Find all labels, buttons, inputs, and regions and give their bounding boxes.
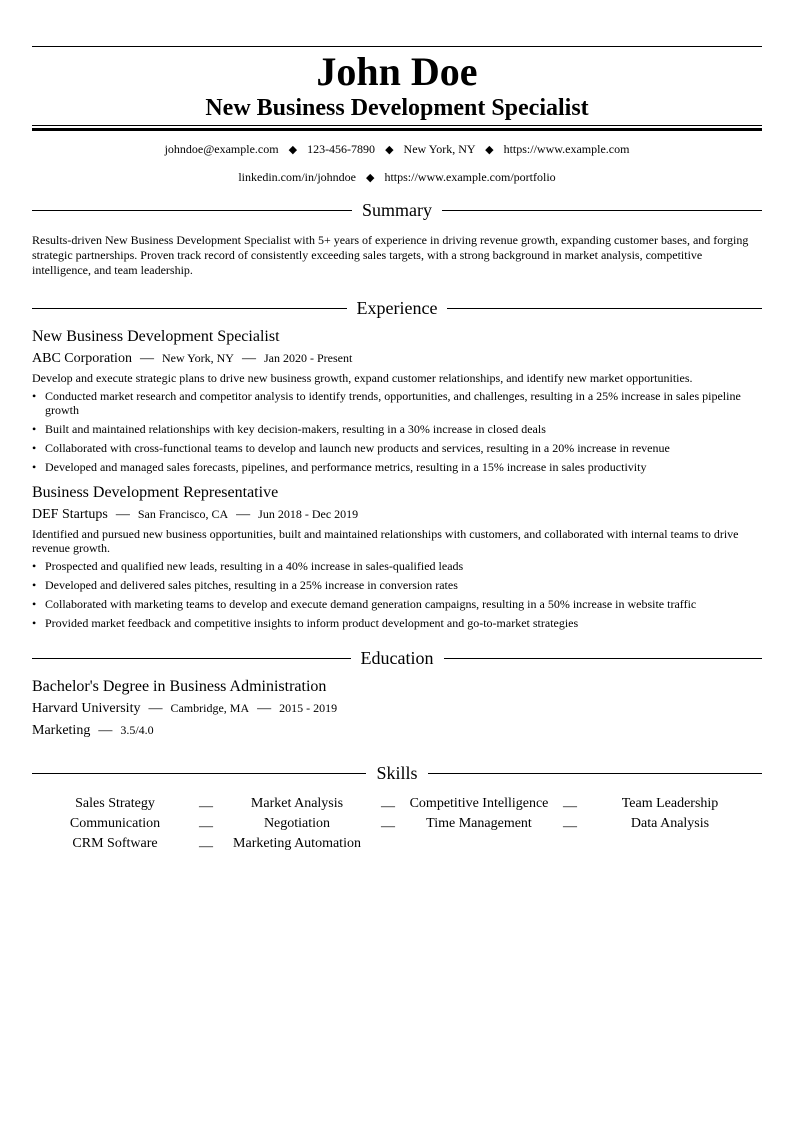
list-item: • Prospected and qualified new leads, resulting in a 40% increase in sales-qualified leads (32, 559, 464, 573)
skill-separator: — (563, 799, 577, 814)
education-minor: Marketing — 3.5/4.0 (32, 723, 154, 738)
job-bullets (32, 389, 762, 474)
gpa: 3.5/4.0 (120, 723, 154, 737)
company: DEF Startups (32, 507, 108, 522)
list-item: • Developed and managed sales forecasts, pipelines, and performance metrics, resulting in a 15% increase in sales productivity (32, 460, 647, 474)
resume-page (32, 46, 762, 854)
header-rule-thick (32, 128, 762, 131)
list-item: • Built and maintained relationships with key decision-makers, resulting in a 30% increase in closed deals (32, 422, 546, 436)
website-link[interactable]: https://www.example.com (503, 142, 630, 156)
diamond-separator-icon: ◆ (365, 172, 375, 184)
contact-info (32, 142, 762, 184)
skill-item: Negotiation (263, 816, 331, 831)
skill-item: Competitive Intelligence (409, 796, 549, 811)
skill-item: Sales Strategy (75, 796, 155, 811)
skill-item: Data Analysis (630, 816, 710, 831)
list-item: • Collaborated with marketing teams to develop and execute demand generation campaigns, resulting in a 50% increase in website traffic (32, 597, 697, 611)
list-item: • Provided market feedback and competitive insights to inform product development and go-to-market strategies (32, 616, 579, 630)
skill-separator: — (381, 799, 395, 814)
education-meta: Harvard University — Cambridge, MA — 2015 - 2019 (32, 701, 338, 716)
job-title: Business Development Representative (32, 484, 279, 501)
job-title: New Business Development Specialist (32, 328, 280, 345)
skills-grid (32, 794, 762, 854)
job-meta: ABC Corporation — New York, NY — Jan 2020 - Present (32, 351, 353, 366)
top-rule (32, 46, 762, 47)
skill-item: Time Management (426, 816, 532, 831)
diamond-separator-icon: ◆ (485, 144, 494, 156)
education-entry (32, 677, 762, 741)
minor: Marketing (32, 723, 91, 738)
diamond-separator-icon: ◆ (288, 144, 298, 156)
job-dates: Jan 2020 - Present (263, 351, 353, 365)
summary-text: Results-driven New Business Development Specialist with 5+ years of experience in driving revenue growth, expanding customer bases, and forging strategic partnerships. Proven track record of consistently exceeding sales targets, with a strong background in market analysis, competitive intelligence, and team leadership. (32, 233, 749, 277)
skill-item: Market Analysis (250, 796, 344, 811)
education-heading: Education (32, 646, 762, 670)
candidate-name: John Doe (316, 49, 478, 94)
job-location: New York, NY (161, 351, 234, 365)
job-bullets (32, 559, 762, 630)
company: ABC Corporation (32, 351, 132, 366)
email-link[interactable]: johndoe@example.com (164, 142, 279, 156)
school-location: Cambridge, MA (170, 701, 250, 715)
skill-item: Communication (69, 816, 161, 831)
skill-item: Team Leadership (621, 796, 719, 811)
job-dates: Jun 2018 - Dec 2019 (258, 507, 359, 521)
education-dates: 2015 - 2019 (279, 701, 338, 715)
portfolio-link[interactable]: https://www.example.com/portfolio (384, 170, 556, 184)
job-location: San Francisco, CA (137, 507, 229, 521)
degree: Bachelor's Degree in Business Administration (32, 678, 327, 695)
skills-heading: Skills (32, 761, 762, 785)
job-description: Develop and execute strategic plans to drive new business growth, expand customer relationships, and identify new market opportunities. (32, 371, 693, 385)
school: Harvard University (32, 701, 141, 716)
experience-heading: Experience (32, 296, 762, 320)
skill-item: CRM Software (72, 836, 158, 851)
skill-separator: — (199, 839, 213, 854)
job-description: Identified and pursued new business opportunities, built and maintained relationships with customers, and collaborated with internal teams to drive revenue growth. (32, 527, 739, 555)
job-meta: DEF Startups — San Francisco, CA — Jun 2018 - Dec 2019 (32, 507, 359, 522)
list-item: • Collaborated with cross-functional teams to develop and launch new products and services, resulting in a 20% increase in revenue (32, 441, 670, 455)
diamond-separator-icon: ◆ (385, 144, 394, 156)
skill-item: Marketing Automation (233, 836, 361, 851)
skill-separator: — (199, 819, 213, 834)
phone: 123-456-7890 (307, 142, 376, 156)
skill-separator: — (563, 819, 577, 834)
linkedin-link[interactable]: linkedin.com/in/johndoe (238, 170, 356, 184)
job-entry (32, 483, 762, 630)
summary-heading: Summary (32, 198, 762, 222)
job-entry (32, 327, 762, 474)
list-item: • Conducted market research and competitor analysis to identify trends, opportunities, and challenges, resulting in a 25% increase in sales pipeline growth (32, 389, 741, 417)
candidate-title: New Business Development Specialist (205, 95, 589, 121)
location: New York, NY (403, 142, 476, 156)
skill-separator: — (199, 799, 213, 814)
skill-separator: — (381, 819, 395, 834)
list-item: • Developed and delivered sales pitches, resulting in a 25% increase in conversion rates (32, 578, 458, 592)
